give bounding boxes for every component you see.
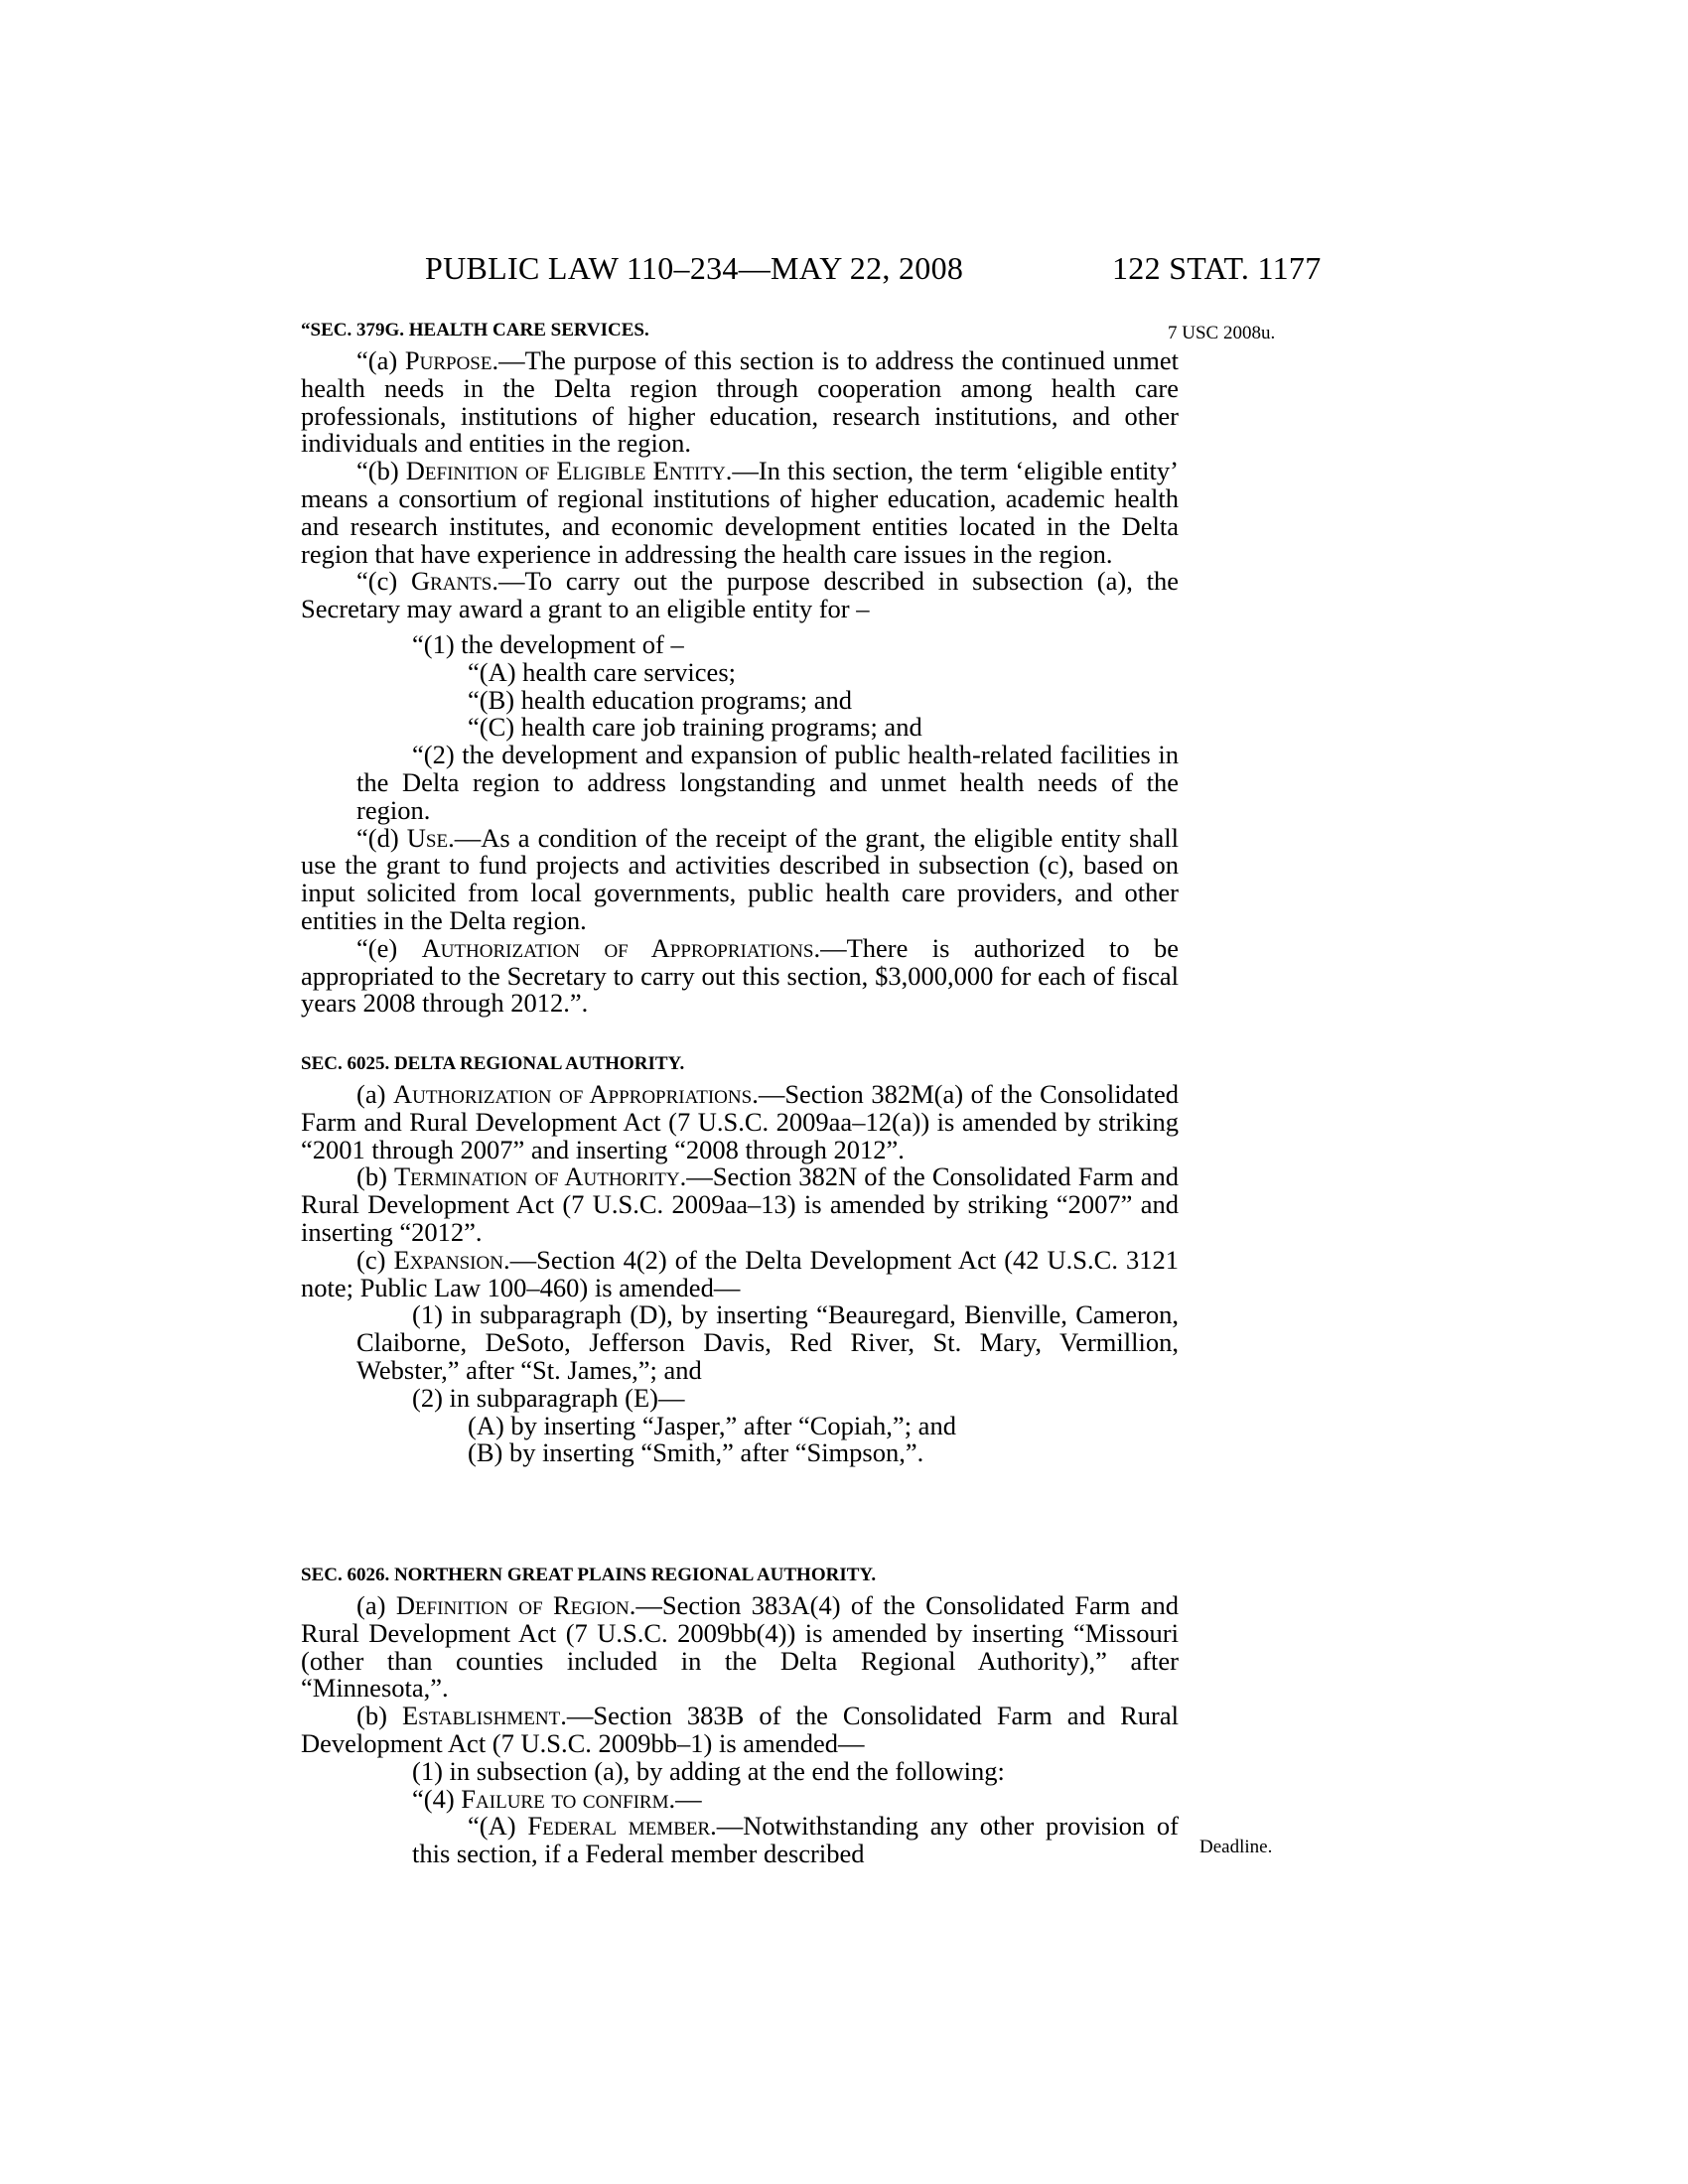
section-379g (301, 314, 1179, 1018)
paragraph-c1: (1) in subparagraph (D), by inserting “Beauregard, Bienville, Cameron, Claiborne, DeSoto, Jefferson Davis, Red River, St. Mary, Vermillion, Webster,” after “St. James,”; and (356, 1299, 1179, 1385)
section-6026 (301, 1559, 1179, 1868)
paragraph-c1a: “(A) health care services; (468, 656, 736, 687)
paragraph-c2: (2) in subparagraph (E)— (412, 1382, 685, 1413)
paragraph-a: “(a) Purpose.—The purpose of this section is to address the continued unmet health needs in the Delta region through cooperation among health care professionals, institutions of higher education, research institutions, and other individuals and entities in the region. (301, 345, 1179, 459)
paragraph-c2a: (A) by inserting “Jasper,” after “Copiah,”; and (468, 1410, 956, 1440)
running-header-left: PUBLIC LAW 110–234—MAY 22, 2008 (425, 250, 964, 286)
paragraph-c: “(c) Grants.—To carry out the purpose described in subsection (a), the Secretary may award a grant to an eligible entity for – (301, 566, 1179, 624)
paragraph-b: (b) Termination of Authority.—Section 382N of the Consolidated Farm and Rural Development Act (7 U.S.C. 2009aa–13) is amended by striking “2007” and inserting “2012”. (301, 1161, 1180, 1247)
paragraph-d: “(d) Use.—As a condition of the receipt of the grant, the eligible entity shall use the grant to fund projects and activities described in subsection (c), based on input solicited from local governments, public health care providers, and other entities in the Delta region. (301, 822, 1179, 935)
running-header-right: 122 STAT. 1177 (1112, 250, 1322, 286)
paragraph-c1c: “(C) health care job training programs; and (468, 712, 922, 743)
margin-note-deadline: Deadline. (1199, 1837, 1273, 1857)
paragraph-a: (a) Authorization of Appropriations.—Section 382M(a) of the Consolidated Farm and Rural Development Act (7 U.S.C. 2009aa–12(a)) is amended by striking “2001 through 2007” and inserting “2008 through 2012”. (301, 1079, 1180, 1164)
paragraph-c2b: (B) by inserting “Smith,” after “Simpson,”. (468, 1437, 924, 1468)
margin-note-usc: 7 USC 2008u. (1168, 323, 1276, 343)
paragraph-a: (a) Definition of Region.—Section 383A(4) of the Consolidated Farm and Rural Development Act (7 U.S.C. 2009bb(4)) is amended by inserting “Missouri (other than counties included in the Delta Regional Authority),” after “Minnesota,”. (301, 1590, 1179, 1704)
paragraph-b: “(b) Definition of Eligible Entity.—In this section, the term ‘eligible entity’ means a consortium of regional institutions of higher education, academic health and research institutes, and economic development entities located in the Delta region that have experience in addressing the health care issues in the region. (301, 456, 1179, 569)
section-heading: SEC. 6025. DELTA REGIONAL AUTHORITY. (301, 1053, 685, 1074)
section-heading: SEC. 6026. NORTHERN GREAT PLAINS REGIONAL AUTHORITY. (301, 1565, 877, 1585)
paragraph-c2: “(2) the development and expansion of public health-related facilities in the Delta region to address longstanding and unmet health needs of the region. (356, 740, 1179, 825)
paragraph-b4: “(4) Failure to confirm.— (412, 1783, 702, 1814)
paragraph-c: (c) Expansion.—Section 4(2) of the Delta Development Act (42 U.S.C. 3121 note; Public Law 100–460) is amended— (301, 1244, 1179, 1302)
section-6025 (301, 1047, 1179, 1467)
paragraph-b4a: “(A) Federal member.—Notwithstanding any other provision of this section, if a Federal member described (412, 1811, 1179, 1869)
paragraph-b1: (1) in subsection (a), by adding at the end the following: (412, 1755, 1005, 1786)
paragraph-c1: “(1) the development of – (412, 628, 684, 659)
paragraph-b: (b) Establishment.—Section 383B of the Consolidated Farm and Rural Development Act (7 U.S.C. 2009bb–1) is amended— (301, 1701, 1179, 1758)
section-heading: “SEC. 379G. HEALTH CARE SERVICES. (301, 320, 649, 341)
paragraph-c1b: “(B) health education programs; and (468, 684, 853, 715)
paragraph-e: “(e) Authorization of Appropriations.—There is authorized to be appropriated to the Secretary to carry out this section, $3,000,000 for each of fiscal years 2008 through 2012.”. (301, 932, 1179, 1019)
